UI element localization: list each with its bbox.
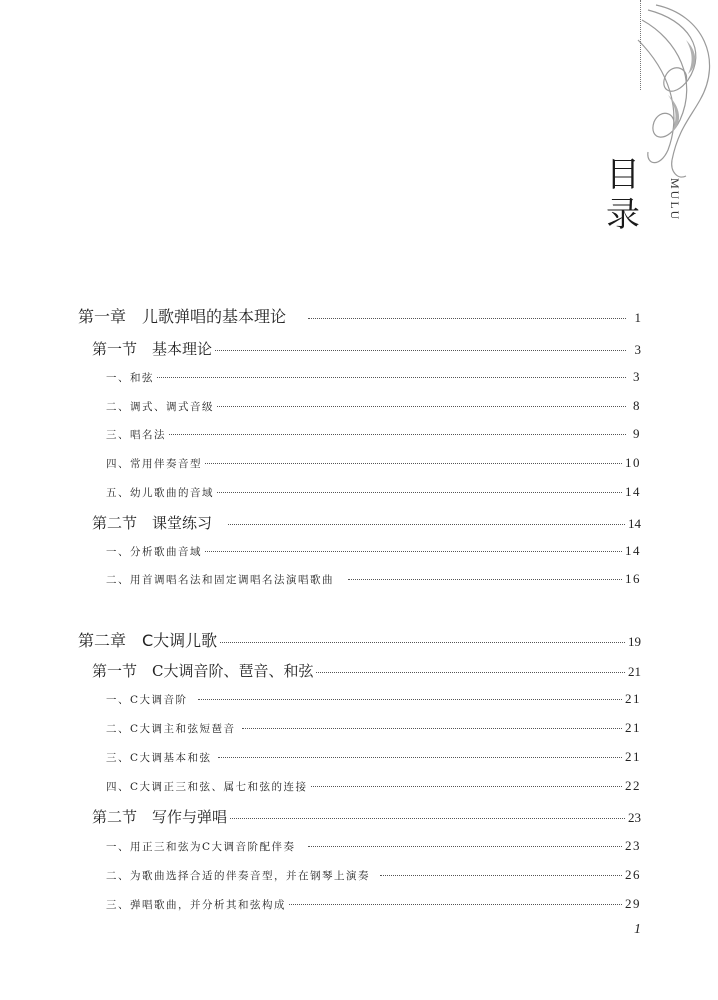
toc-entry-label: 一、分析歌曲音域	[106, 546, 202, 558]
toc-entry-page: 26	[625, 867, 641, 882]
toc-entry-item[interactable]	[0, 571, 718, 587]
toc-entry-page: 10	[625, 455, 641, 470]
toc-entry-page: 21	[625, 720, 641, 735]
toc-entry-label: 第二章 C大调儿歌	[78, 631, 218, 650]
toc-entry-label: 一、C大调音阶	[106, 694, 188, 706]
page-subtitle: MULU	[668, 178, 682, 222]
toc-entry-page: 22	[625, 778, 641, 793]
dot-leader	[217, 492, 622, 493]
dot-leader	[242, 728, 622, 729]
toc-entry-section-2-2[interactable]	[0, 806, 718, 827]
dot-leader	[217, 406, 626, 407]
toc-entry-label: 第一节 C大调音阶、琶音、和弦	[92, 662, 314, 680]
dot-leader	[228, 524, 625, 525]
toc-entry-page: 29	[625, 896, 641, 911]
toc-entry-item[interactable]	[0, 867, 718, 883]
toc-entry-page: 14	[625, 484, 641, 499]
dot-leader	[348, 579, 622, 580]
toc-entry-chapter-2[interactable]	[0, 628, 718, 651]
toc-entry-label: 四、常用伴奏音型	[106, 458, 202, 470]
dot-leader	[215, 350, 626, 351]
page-number: 1	[634, 922, 641, 937]
toc-entry-item[interactable]	[0, 484, 718, 500]
toc-entry-label: 第一章 儿歌弹唱的基本理论	[78, 307, 287, 326]
title-char-1: 目	[606, 155, 640, 195]
toc-entry-section-1-1[interactable]	[0, 338, 718, 359]
dot-leader	[220, 642, 625, 643]
toc-entry-item[interactable]	[0, 720, 718, 736]
toc-entry-page: 1	[634, 310, 641, 325]
dot-leader	[289, 904, 622, 905]
toc-entry-item[interactable]	[0, 838, 718, 854]
dot-leader	[157, 377, 626, 378]
toc-entry-item[interactable]	[0, 543, 718, 559]
toc-entry-page: 3	[633, 369, 641, 384]
toc-entry-page: 19	[628, 634, 641, 649]
toc-entry-item[interactable]	[0, 691, 718, 707]
toc-entry-page: 9	[633, 426, 641, 441]
dot-leader	[198, 699, 622, 700]
toc-entry-page: 21	[625, 691, 641, 706]
toc-entry-item[interactable]	[0, 896, 718, 912]
toc-entry-label: 二、为歌曲选择合适的伴奏音型，并在钢琴上演奏	[106, 870, 370, 882]
dot-leader	[308, 846, 622, 847]
dot-leader	[316, 672, 625, 673]
toc-entry-label: 第二节 写作与弹唱	[92, 808, 228, 826]
toc-entry-label: 三、弹唱歌曲，并分析其和弦构成	[106, 899, 286, 911]
toc-entry-label: 三、唱名法	[106, 429, 166, 441]
toc-entry-label: 二、用首调唱名法和固定调唱名法演唱歌曲	[106, 574, 334, 586]
title-char-2: 录	[606, 195, 640, 235]
toc-entry-section-1-2[interactable]	[0, 512, 718, 533]
toc-entry-page: 16	[625, 571, 641, 586]
dot-leader	[205, 551, 622, 552]
toc-entry-item[interactable]	[0, 749, 718, 765]
toc-entry-label: 二、C大调主和弦短琶音	[106, 723, 236, 735]
toc-entry-item[interactable]	[0, 426, 718, 442]
dot-leader	[218, 757, 622, 758]
toc-entry-page: 23	[628, 810, 641, 825]
toc-entry-item[interactable]	[0, 369, 718, 385]
dot-leader	[308, 318, 626, 319]
toc-entry-item[interactable]	[0, 778, 718, 794]
toc-entry-page: 23	[625, 838, 641, 853]
toc-entry-page: 8	[633, 398, 641, 413]
toc-entry-page: 3	[634, 342, 641, 357]
dot-leader	[311, 786, 622, 787]
toc-entry-section-2-1[interactable]	[0, 660, 718, 681]
toc-entry-label: 二、调式、调式音级	[106, 401, 214, 413]
toc-entry-label: 第二节 课堂练习	[92, 514, 213, 532]
dot-leader	[380, 875, 622, 876]
toc-entry-page: 14	[628, 516, 641, 531]
toc-entry-label: 一、用正三和弦为C大调音阶配伴奏	[106, 841, 296, 853]
toc-entry-label: 一、和弦	[106, 372, 154, 384]
toc-entry-page: 21	[628, 664, 641, 679]
toc-entry-item[interactable]	[0, 455, 718, 471]
dot-leader	[205, 463, 622, 464]
toc-entry-label: 四、C大调正三和弦、属七和弦的连接	[106, 781, 308, 793]
toc-entry-chapter-1[interactable]	[0, 304, 718, 327]
toc-entry-label: 第一节 基本理论	[92, 340, 213, 358]
toc-entry-item[interactable]	[0, 398, 718, 414]
toc-entry-label: 三、C大调基本和弦	[106, 752, 212, 764]
toc-entry-page: 14	[625, 543, 641, 558]
dot-leader	[169, 434, 626, 435]
dot-leader	[230, 818, 625, 819]
toc-entry-page: 21	[625, 749, 641, 764]
toc-entry-label: 五、幼儿歌曲的音域	[106, 487, 214, 499]
